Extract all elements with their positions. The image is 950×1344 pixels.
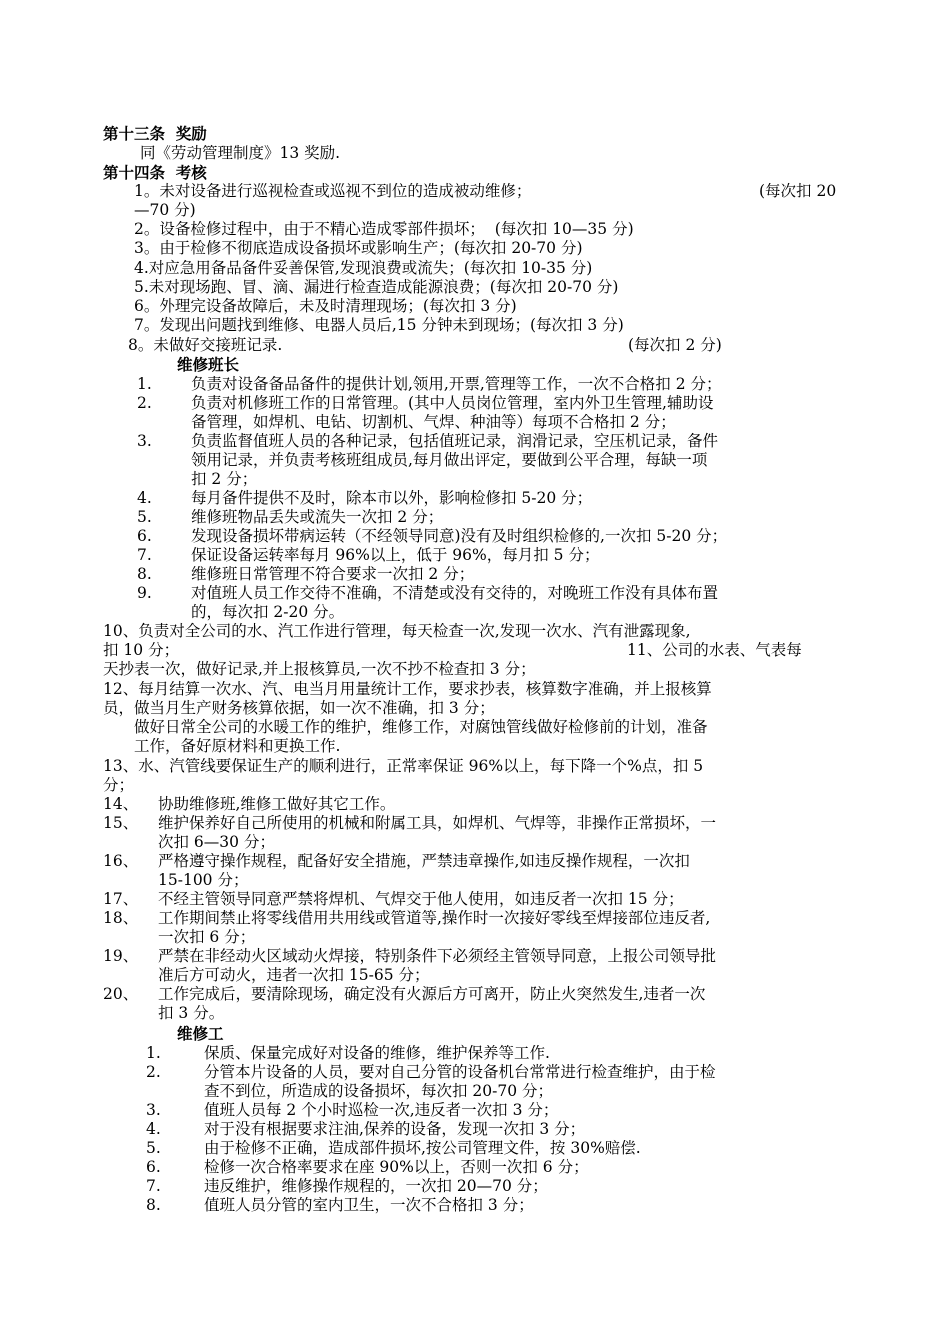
worker-item-num: 5. xyxy=(146,1139,161,1157)
section-13-body: 同《劳动管理制度》13 奖励. xyxy=(140,144,341,162)
item-num: 14、 xyxy=(103,795,139,813)
item-line: 准后方可动火，违者一次扣 15-65 分； xyxy=(158,966,430,984)
item-line: 一次扣 6 分； xyxy=(158,928,256,946)
leader-item-line: 对值班人员工作交待不准确，不清楚或没有交待的，对晚班工作没有具体布置 xyxy=(191,584,719,602)
worker-item-line: 检修一次合格率要求在座 90%以上，否则一次扣 6 分； xyxy=(204,1158,589,1176)
item-num: 20、 xyxy=(103,985,139,1003)
item-10-line-2: 扣 10 分； xyxy=(103,641,180,659)
sec14-item-5: 5.未对现场跑、冒、滴、漏进行检查造成能源浪费；(每次扣 20-70 分) xyxy=(134,278,619,296)
section-14-heading: 第十四条 考核 xyxy=(103,163,207,182)
worker-item-line: 分管本片设备的人员，要对自己分管的设备机台常常进行检查维护，由于检 xyxy=(204,1063,716,1081)
item-line: 次扣 6—30 分； xyxy=(158,833,275,851)
item-num: 18、 xyxy=(103,909,139,927)
leader-item-line: 负责监督值班人员的各种记录，包括值班记录，润滑记录，空压机记录，备件 xyxy=(191,432,719,450)
item-line: 严禁在非经动火区域动火焊接，特别条件下必须经主管领导同意，上报公司领导批 xyxy=(158,947,717,965)
item-line: 扣 3 分。 xyxy=(158,1004,225,1022)
worker-item-num: 7. xyxy=(146,1177,161,1195)
leader-item-num: 7. xyxy=(137,546,152,564)
leader-item-line: 负责对机修班工作的日常管理。(其中人员岗位管理，室内外卫生管理,辅助设 xyxy=(191,394,714,412)
sec14-item-8-penalty: (每次扣 2 分) xyxy=(628,336,722,354)
item-line: 严格遵守操作规程，配备好安全措施，严禁违章操作,如违反操作规程，一次扣 xyxy=(158,852,690,870)
item-num: 15、 xyxy=(103,814,139,832)
leader-item-num: 1. xyxy=(137,375,152,393)
item-10-line-1: 10、负责对全公司的水、汽工作进行管理，每天检查一次,发现一次水、汽有泄露现象, xyxy=(103,622,691,640)
leader-item-line: 维修班物品丢失或流失一次扣 2 分； xyxy=(191,508,444,526)
worker-item-line: 保质、保量完成好对设备的维修，维护保养等工作. xyxy=(204,1044,550,1062)
item-line: 协助维修班,维修工做好其它工作。 xyxy=(158,795,396,813)
leader-item-line: 负责对设备备品备件的提供计划,领用,开票,管理等工作，一次不合格扣 2 分； xyxy=(191,375,722,393)
sec14-item-1-penalty: (每次扣 20 xyxy=(759,182,837,200)
worker-item-line: 查不到位，所造成的设备损坏，每次扣 20-70 分； xyxy=(204,1082,554,1100)
leader-item-num: 6. xyxy=(137,527,152,545)
item-11-line-2: 天抄表一次，做好记录,并上报核算员,一次不抄不检查扣 3 分； xyxy=(103,660,536,678)
leader-item-line: 保证设备运转率每月 96%以上，低于 96%，每月扣 5 分； xyxy=(191,546,600,564)
leader-item-line: 维修班日常管理不符合要求一次扣 2 分； xyxy=(191,565,475,583)
worker-item-line: 违反维护，维修操作规程的，一次扣 20—70 分； xyxy=(204,1177,548,1195)
sec14-item-1-cont: —70 分) xyxy=(134,201,196,219)
worker-item-line: 对于没有根据要求注油,保养的设备，发现一次扣 3 分； xyxy=(204,1120,586,1138)
leader-item-line: 的，每次扣 2-20 分。 xyxy=(191,603,345,621)
item-12b-line-2: 工作，备好原材料和更换工作. xyxy=(134,737,341,755)
section-13-heading: 第十三条 奖励 xyxy=(103,124,207,143)
worker-item-num: 2. xyxy=(146,1063,161,1081)
item-13-line-2: 分； xyxy=(103,776,135,794)
leader-item-num: 3. xyxy=(137,432,152,450)
leader-item-line: 领用记录，并负责考核班组成员,每月做出评定，要做到公平合理，每缺一项 xyxy=(191,451,708,469)
worker-item-line: 值班人员分管的室内卫生，一次不合格扣 3 分； xyxy=(204,1196,534,1214)
sec14-item-4: 4.对应急用备品备件妥善保管,发现浪费或流失；(每次扣 10-35 分) xyxy=(134,259,593,277)
worker-item-line: 由于检修不正确，造成部件损坏,按公司管理文件，按 30%赔偿. xyxy=(204,1139,641,1157)
item-13-line-1: 13、水、汽管线要保证生产的顺利进行，正常率保证 96%以上，每下降一个%点，扣 5 xyxy=(103,757,704,775)
leader-item-line: 备管理，如焊机、电钻、切割机、气焊、种油等）每项不合格扣 2 分； xyxy=(191,413,676,431)
leader-heading: 维修班长 xyxy=(177,355,240,374)
item-num: 19、 xyxy=(103,947,139,965)
sec14-item-1: 1。未对设备进行巡视检查或巡视不到位的造成被动维修； xyxy=(134,182,532,200)
leader-item-num: 4. xyxy=(137,489,152,507)
item-11-start: 11、公司的水表、气表每 xyxy=(627,641,802,659)
item-line: 工作完成后，要清除现场，确定没有火源后方可离开，防止火突然发生,违者一次 xyxy=(158,985,706,1003)
worker-heading: 维修工 xyxy=(177,1024,224,1043)
item-12-line-2: 员，做当月生产财务核算依据，如一次不准确，扣 3 分； xyxy=(103,699,495,717)
item-num: 16、 xyxy=(103,852,139,870)
leader-item-num: 2. xyxy=(137,394,152,412)
item-line: 维护保养好自己所使用的机械和附属工具，如焊机、气焊等，非操作正常损坏，一 xyxy=(158,814,717,832)
leader-item-line: 扣 2 分； xyxy=(191,470,258,488)
item-12b-line-1: 做好日常全公司的水暖工作的维护，维修工作，对腐蚀管线做好检修前的计划，准备 xyxy=(134,718,708,736)
worker-item-num: 3. xyxy=(146,1101,161,1119)
worker-item-num: 8. xyxy=(146,1196,161,1214)
item-line: 工作期间禁止将零线借用共用线或管道等,操作时一次接好零线至焊接部位违反者, xyxy=(158,909,711,927)
sec14-item-6: 6。外理完设备故障后，未及时清理现场；(每次扣 3 分) xyxy=(134,297,517,315)
leader-item-num: 8. xyxy=(137,565,152,583)
sec14-item-3: 3。由于检修不彻底造成设备损坏或影响生产；(每次扣 20-70 分) xyxy=(134,239,583,257)
item-line: 不经主管领导同意严禁将焊机、气焊交于他人使用，如违反者一次扣 15 分； xyxy=(158,890,684,908)
worker-item-num: 1. xyxy=(146,1044,161,1062)
leader-item-num: 5. xyxy=(137,508,152,526)
item-12-line-1: 12、每月结算一次水、汽、电当月用量统计工作，要求抄表，核算数字准确，并上报核算 xyxy=(103,680,712,698)
item-num: 17、 xyxy=(103,890,139,908)
leader-item-num: 9. xyxy=(137,584,152,602)
item-line: 15-100 分； xyxy=(158,871,249,889)
worker-item-num: 4. xyxy=(146,1120,161,1138)
sec14-item-2: 2。设备检修过程中，由于不精心造成零部件损坏； (每次扣 10—35 分) xyxy=(134,220,634,238)
leader-item-line: 发现设备损坏带病运转（不经领导同意)没有及时组织检修的,一次扣 5-20 分； xyxy=(191,527,728,545)
sec14-item-7: 7。发现出问题找到维修、电器人员后,15 分钟未到现场；(每次扣 3 分) xyxy=(134,316,624,334)
sec14-item-8: 8。未做好交接班记录. xyxy=(128,336,283,354)
worker-item-num: 6. xyxy=(146,1158,161,1176)
leader-item-line: 每月备件提供不及时，除本市以外，影响检修扣 5-20 分； xyxy=(191,489,593,507)
worker-item-line: 值班人员每 2 个小时巡检一次,违反者一次扣 3 分； xyxy=(204,1101,559,1119)
